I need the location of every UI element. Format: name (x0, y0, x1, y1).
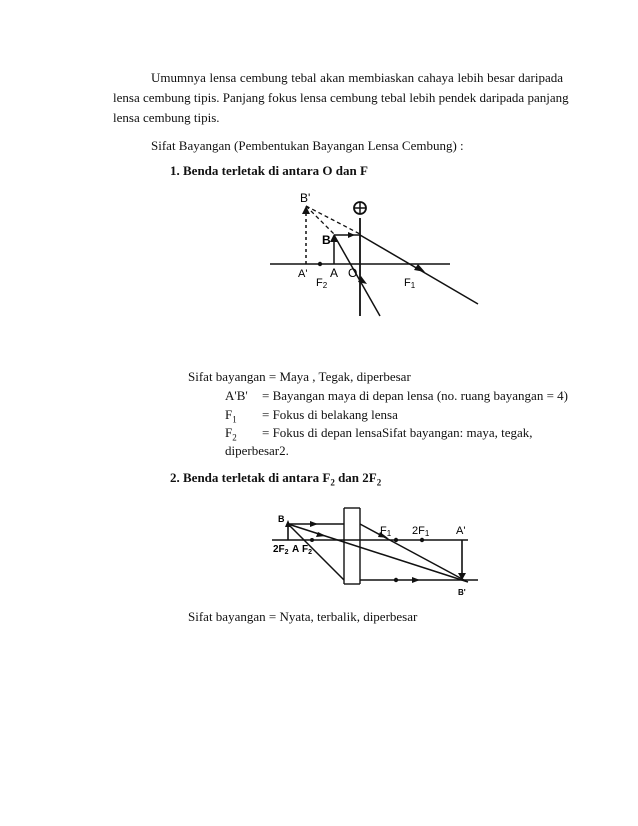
case2-ray-diagram (272, 502, 482, 598)
def-desc: = Fokus di depan lensaSifat bayangan: maya, tegak, (262, 425, 533, 440)
label-f1: F1 (404, 277, 416, 290)
def-continuation: diperbesar2. (225, 443, 289, 458)
label-b-prime: B' (300, 191, 311, 205)
label-a-prime: A' (298, 268, 308, 280)
intro-paragraph (113, 68, 569, 128)
case2-summary: Sifat bayangan = Nyata, terbalik, diperbesar (188, 609, 418, 624)
case1-summary: Sifat bayangan = Maya , Tegak, diperbesar (188, 369, 411, 384)
label-2f1: 2F1 (412, 525, 430, 538)
label-b: B (278, 514, 285, 524)
case1-ray-diagram (268, 188, 483, 320)
label-a: A (292, 544, 300, 555)
def-term: $F_2$ (225, 425, 237, 443)
label-f1: F1 (380, 525, 392, 538)
case2-heading: 2. Benda terletak di antara $F_2$ dan $2F_2$ (170, 470, 382, 488)
label-f2: $F_2$ (302, 544, 313, 556)
label-a: A (330, 266, 339, 280)
label-f2: F2 (316, 277, 328, 290)
def-term: A'B' (225, 388, 248, 403)
intro-line-2: lensa cembung tipis. Panjang fokus lensa cembung tebal lebih pendek daripada panjang (113, 90, 569, 105)
def-row-1 (225, 387, 568, 405)
label-b: B (322, 233, 331, 247)
label-2f2: $2F_2$ (273, 544, 289, 556)
case1-heading: 1. Benda terletak di antara O dan F (170, 163, 368, 178)
def-term: $F_1$ (225, 407, 237, 425)
intro-line-1: Umumnya lensa cembung tebal akan membiaskan cahaya lebih besar daripada (151, 70, 563, 85)
label-a-prime: A' (456, 525, 466, 537)
def-desc: = Fokus di belakang lensa (262, 407, 398, 422)
section-title: Sifat Bayangan (Pembentukan Bayangan Lensa Cembung) : (151, 138, 464, 153)
intro-line-3: lensa cembung tipis. (113, 110, 220, 125)
label-b-prime: B' (458, 588, 466, 597)
def-desc: = Bayangan maya di depan lensa (no. ruang bayangan = 4) (262, 388, 568, 403)
label-o: O (348, 266, 358, 280)
